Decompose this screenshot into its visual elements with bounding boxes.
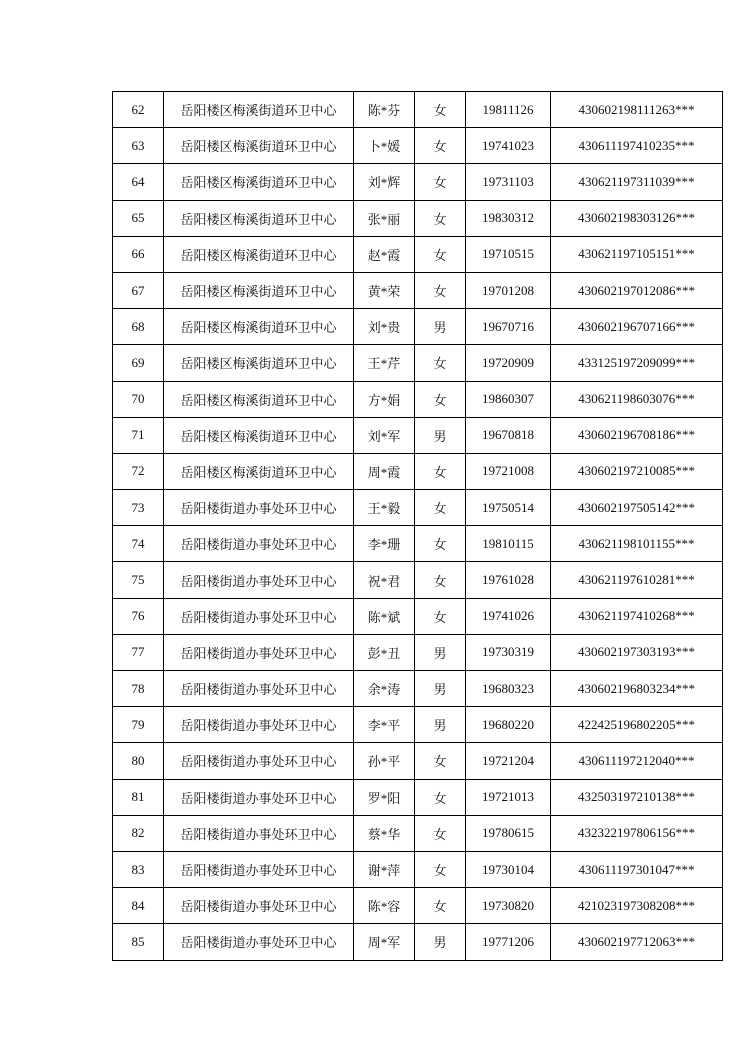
cell-gender: 女: [415, 562, 466, 598]
cell-gender: 女: [415, 453, 466, 489]
cell-unit: 岳阳楼街道办事处环卫中心: [164, 634, 354, 670]
roster-table: [112, 91, 723, 961]
cell-unit: 岳阳楼街道办事处环卫中心: [164, 526, 354, 562]
cell-unit: 岳阳楼区梅溪街道环卫中心: [164, 128, 354, 164]
cell-name: 卜*媛: [354, 128, 415, 164]
cell-birthdate: 19720909: [466, 345, 551, 381]
cell-name: 陈*芬: [354, 92, 415, 128]
cell-id-number: 433125197209099***: [551, 345, 723, 381]
cell-name: 罗*阳: [354, 779, 415, 815]
cell-id-number: 430602197712063***: [551, 924, 723, 960]
cell-index: 67: [113, 272, 164, 308]
cell-gender: 女: [415, 743, 466, 779]
cell-birthdate: 19750514: [466, 490, 551, 526]
cell-name: 方*娟: [354, 381, 415, 417]
cell-birthdate: 19731103: [466, 164, 551, 200]
cell-id-number: 430621197311039***: [551, 164, 723, 200]
cell-unit: 岳阳楼街道办事处环卫中心: [164, 888, 354, 924]
cell-gender: 女: [415, 490, 466, 526]
table-row: [113, 779, 723, 815]
cell-index: 77: [113, 634, 164, 670]
cell-name: 蔡*华: [354, 815, 415, 851]
cell-name: 刘*辉: [354, 164, 415, 200]
table-row: [113, 309, 723, 345]
cell-id-number: 430602198303126***: [551, 200, 723, 236]
cell-index: 75: [113, 562, 164, 598]
cell-id-number: 432322197806156***: [551, 815, 723, 851]
cell-name: 周*军: [354, 924, 415, 960]
cell-birthdate: 19670818: [466, 417, 551, 453]
table-row: [113, 888, 723, 924]
table-row: [113, 815, 723, 851]
cell-unit: 岳阳楼区梅溪街道环卫中心: [164, 200, 354, 236]
roster-table-body: [113, 92, 723, 961]
cell-birthdate: 19721204: [466, 743, 551, 779]
cell-name: 孙*平: [354, 743, 415, 779]
cell-index: 74: [113, 526, 164, 562]
cell-birthdate: 19721008: [466, 453, 551, 489]
cell-birthdate: 19701208: [466, 272, 551, 308]
cell-birthdate: 19680323: [466, 671, 551, 707]
cell-name: 黄*荣: [354, 272, 415, 308]
cell-gender: 女: [415, 128, 466, 164]
cell-id-number: 430621197610281***: [551, 562, 723, 598]
table-row: [113, 598, 723, 634]
cell-name: 刘*军: [354, 417, 415, 453]
cell-gender: 男: [415, 417, 466, 453]
table-row: [113, 671, 723, 707]
table-row: [113, 924, 723, 960]
cell-gender: 女: [415, 200, 466, 236]
cell-unit: 岳阳楼街道办事处环卫中心: [164, 490, 354, 526]
cell-index: 64: [113, 164, 164, 200]
table-row: [113, 417, 723, 453]
cell-index: 76: [113, 598, 164, 634]
cell-id-number: 430602196803234***: [551, 671, 723, 707]
cell-unit: 岳阳楼区梅溪街道环卫中心: [164, 417, 354, 453]
cell-unit: 岳阳楼街道办事处环卫中心: [164, 851, 354, 887]
table-row: [113, 381, 723, 417]
cell-name: 谢*萍: [354, 851, 415, 887]
cell-id-number: 430602196707166***: [551, 309, 723, 345]
cell-index: 85: [113, 924, 164, 960]
cell-gender: 女: [415, 381, 466, 417]
table-row: [113, 272, 723, 308]
cell-unit: 岳阳楼区梅溪街道环卫中心: [164, 236, 354, 272]
cell-birthdate: 19730319: [466, 634, 551, 670]
table-row: [113, 562, 723, 598]
cell-gender: 女: [415, 164, 466, 200]
table-row: [113, 453, 723, 489]
cell-gender: 男: [415, 924, 466, 960]
cell-index: 65: [113, 200, 164, 236]
cell-id-number: 430602197303193***: [551, 634, 723, 670]
cell-unit: 岳阳楼街道办事处环卫中心: [164, 562, 354, 598]
cell-unit: 岳阳楼区梅溪街道环卫中心: [164, 164, 354, 200]
cell-gender: 女: [415, 272, 466, 308]
cell-index: 83: [113, 851, 164, 887]
cell-birthdate: 19680220: [466, 707, 551, 743]
cell-index: 71: [113, 417, 164, 453]
cell-id-number: 430602196708186***: [551, 417, 723, 453]
cell-unit: 岳阳楼街道办事处环卫中心: [164, 779, 354, 815]
cell-name: 王*芹: [354, 345, 415, 381]
cell-name: 祝*君: [354, 562, 415, 598]
cell-gender: 女: [415, 815, 466, 851]
cell-birthdate: 19771206: [466, 924, 551, 960]
cell-gender: 女: [415, 526, 466, 562]
table-row: [113, 707, 723, 743]
cell-gender: 女: [415, 92, 466, 128]
cell-id-number: 430621198101155***: [551, 526, 723, 562]
cell-index: 69: [113, 345, 164, 381]
cell-index: 63: [113, 128, 164, 164]
cell-id-number: 422425196802205***: [551, 707, 723, 743]
cell-index: 66: [113, 236, 164, 272]
table-row: [113, 345, 723, 381]
cell-gender: 女: [415, 851, 466, 887]
cell-unit: 岳阳楼街道办事处环卫中心: [164, 707, 354, 743]
cell-birthdate: 19810115: [466, 526, 551, 562]
cell-gender: 女: [415, 888, 466, 924]
cell-unit: 岳阳楼街道办事处环卫中心: [164, 924, 354, 960]
cell-gender: 女: [415, 779, 466, 815]
cell-birthdate: 19670716: [466, 309, 551, 345]
cell-index: 72: [113, 453, 164, 489]
cell-name: 李*平: [354, 707, 415, 743]
cell-id-number: 430621198603076***: [551, 381, 723, 417]
cell-id-number: 430611197410235***: [551, 128, 723, 164]
cell-name: 彭*丑: [354, 634, 415, 670]
cell-index: 82: [113, 815, 164, 851]
cell-index: 62: [113, 92, 164, 128]
cell-gender: 男: [415, 707, 466, 743]
cell-id-number: 430621197105151***: [551, 236, 723, 272]
cell-name: 陈*容: [354, 888, 415, 924]
cell-name: 余*涛: [354, 671, 415, 707]
cell-birthdate: 19721013: [466, 779, 551, 815]
cell-name: 赵*霞: [354, 236, 415, 272]
cell-unit: 岳阳楼区梅溪街道环卫中心: [164, 453, 354, 489]
cell-gender: 男: [415, 634, 466, 670]
cell-gender: 女: [415, 236, 466, 272]
cell-name: 李*珊: [354, 526, 415, 562]
cell-id-number: 430602197210085***: [551, 453, 723, 489]
cell-index: 73: [113, 490, 164, 526]
cell-gender: 女: [415, 345, 466, 381]
table-row: [113, 490, 723, 526]
cell-birthdate: 19811126: [466, 92, 551, 128]
cell-birthdate: 19780615: [466, 815, 551, 851]
cell-name: 陈*斌: [354, 598, 415, 634]
cell-unit: 岳阳楼区梅溪街道环卫中心: [164, 345, 354, 381]
cell-id-number: 430611197301047***: [551, 851, 723, 887]
table-row: [113, 92, 723, 128]
cell-name: 周*霞: [354, 453, 415, 489]
cell-birthdate: 19730820: [466, 888, 551, 924]
cell-name: 王*毅: [354, 490, 415, 526]
cell-name: 刘*贵: [354, 309, 415, 345]
cell-index: 81: [113, 779, 164, 815]
cell-birthdate: 19710515: [466, 236, 551, 272]
cell-index: 78: [113, 671, 164, 707]
cell-name: 张*丽: [354, 200, 415, 236]
table-row: [113, 128, 723, 164]
table-row: [113, 851, 723, 887]
cell-gender: 男: [415, 309, 466, 345]
cell-unit: 岳阳楼区梅溪街道环卫中心: [164, 272, 354, 308]
cell-index: 79: [113, 707, 164, 743]
table-row: [113, 236, 723, 272]
cell-id-number: 430602197505142***: [551, 490, 723, 526]
cell-id-number: 430611197212040***: [551, 743, 723, 779]
cell-birthdate: 19830312: [466, 200, 551, 236]
cell-birthdate: 19741023: [466, 128, 551, 164]
cell-id-number: 421023197308208***: [551, 888, 723, 924]
cell-unit: 岳阳楼区梅溪街道环卫中心: [164, 309, 354, 345]
cell-id-number: 430602198111263***: [551, 92, 723, 128]
cell-id-number: 430621197410268***: [551, 598, 723, 634]
cell-index: 80: [113, 743, 164, 779]
table-row: [113, 164, 723, 200]
cell-index: 70: [113, 381, 164, 417]
cell-birthdate: 19860307: [466, 381, 551, 417]
cell-unit: 岳阳楼街道办事处环卫中心: [164, 671, 354, 707]
table-row: [113, 200, 723, 236]
cell-id-number: 430602197012086***: [551, 272, 723, 308]
cell-index: 84: [113, 888, 164, 924]
cell-index: 68: [113, 309, 164, 345]
cell-unit: 岳阳楼区梅溪街道环卫中心: [164, 381, 354, 417]
cell-id-number: 432503197210138***: [551, 779, 723, 815]
table-row: [113, 743, 723, 779]
cell-birthdate: 19741026: [466, 598, 551, 634]
table-row: [113, 634, 723, 670]
cell-unit: 岳阳楼街道办事处环卫中心: [164, 598, 354, 634]
cell-unit: 岳阳楼街道办事处环卫中心: [164, 815, 354, 851]
cell-unit: 岳阳楼街道办事处环卫中心: [164, 743, 354, 779]
cell-unit: 岳阳楼区梅溪街道环卫中心: [164, 92, 354, 128]
cell-birthdate: 19730104: [466, 851, 551, 887]
cell-gender: 男: [415, 671, 466, 707]
table-row: [113, 526, 723, 562]
cell-gender: 女: [415, 598, 466, 634]
cell-birthdate: 19761028: [466, 562, 551, 598]
